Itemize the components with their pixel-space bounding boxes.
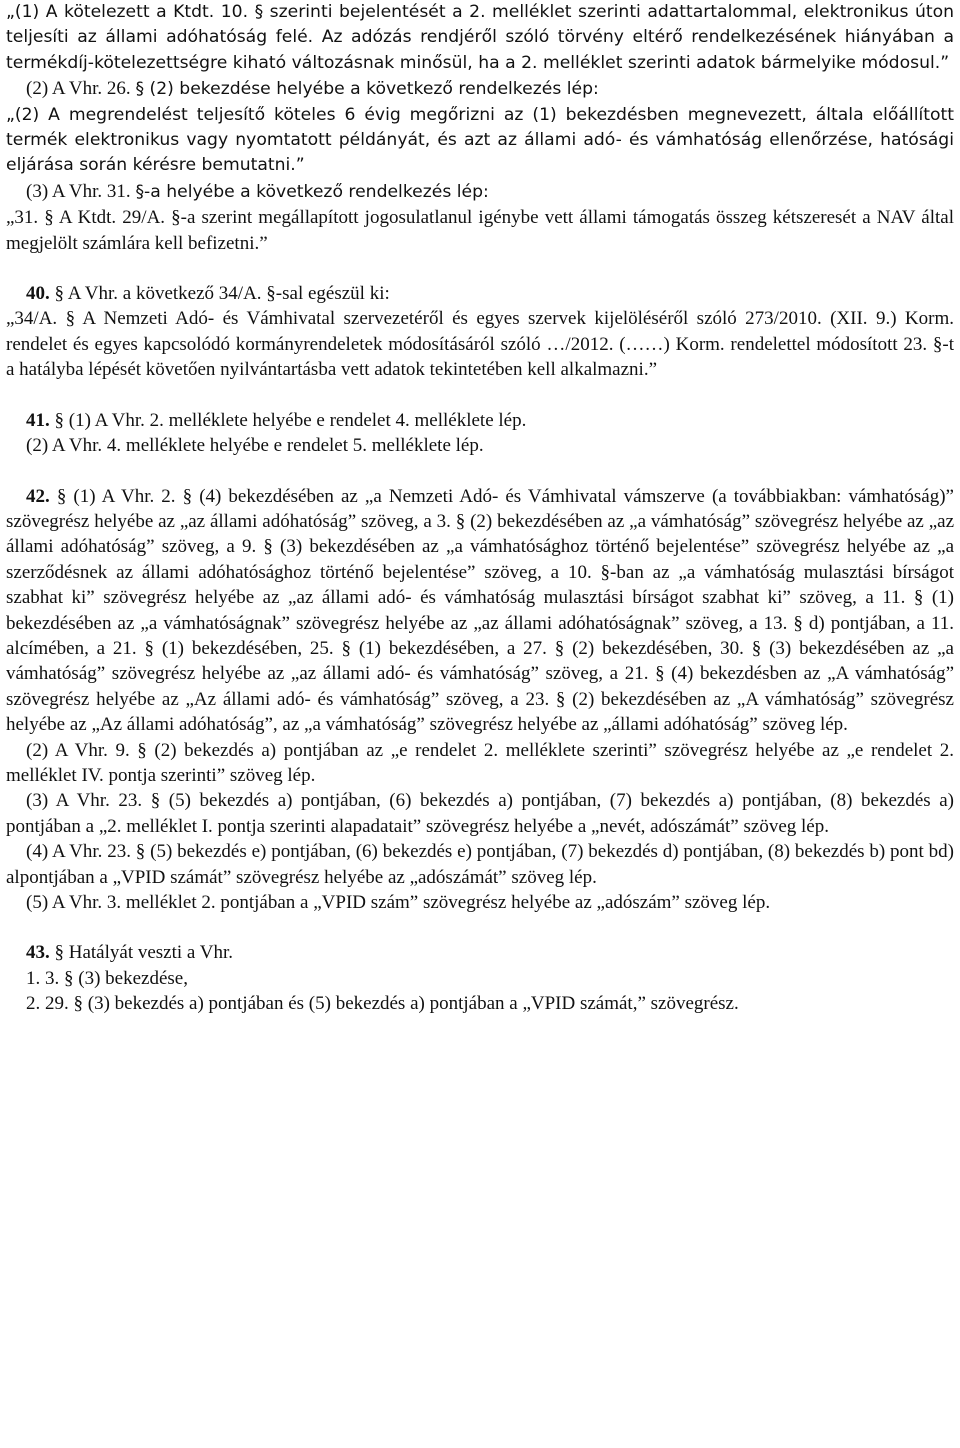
paragraph-4-rest: §-a helyébe a következő rendelkezés lép: (135, 181, 489, 202)
section-42-paragraph-4: (4) A Vhr. 23. § (5) bekezdés e) pontjában, (6) bekezdés e) pontjában, (7) bekezdés d) pontjában, (8) bekezdés b) pont bd) alpontjában a „VPID számát” szövegrész helyébe az „adószámát” szöveg lép. (6, 841, 954, 888)
section-42-paragraph-5: (5) A Vhr. 3. melléklet 2. pontjában a „VPID szám” szövegrész helyébe az „adószám” szöveg lép. (26, 892, 771, 913)
paragraph-2-lead: (2) A Vhr. 26. (26, 78, 136, 100)
section-42-number: 42. (26, 485, 50, 507)
spacer (6, 915, 954, 940)
section-42-paragraph-3: (3) A Vhr. 23. § (5) bekezdés a) pontjában, (6) bekezdés a) pontjában, (7) bekezdés a) pontjában, (8) bekezdés a) pontjában a „2. melléklet I. pontja szerinti alapadatait” szövegrész helyébe a „nevét, adószámát” szöveg lép. (6, 790, 954, 837)
section-42-text: § (1) A Vhr. 2. § (4) bekezdésében az „a Nemzeti Adó- és Vámhivatal vámszerve (a továbbiakban: vámhatóság)” szövegrész helyébe az „az állami adóhatóság” szöveg, a 3. § (2) bekezdésében az „a vámhatóság” szövegrész helyébe az „az állami adóhatóság” szöveg, a 9. § (3) bekezdésében az „a vámhatósághoz történő bejelentése” szövegrész helyébe az „a szerződésnek az állami adóhatósághoz történő bejelentése” szöveg, a 10. §-ban az „a vámhatóság mulasztási bírságot szabhat ki” szövegrész helyébe az „az állami adó- és vámhatóság mulasztási bírságot szabhat ki” szöveg, a 11. § (1) bekezdésében az „a vámhatóságnak” szövegrész helyébe az „az állami adóhatóságnak” szöveg, a 13. § d) pontjában, a 11. alcímében, a 21. § (1) bekezdésében, 25. § (1) bekezdésében, a 27. § (2) bekezdésében, 30. § (3) bekezdésében az „a vámhatóság” szövegrész helyébe az „az állami adó- és vámhatóság” szöveg, a 21. § (4) bekezdésben az „A vámhatóság” szövegrész helyébe az „Az állami adó- és vámhatóság” szöveg, a 23. § (2) bekezdésében az „A vámhatóság” szövegrész helyébe az „Az állami adóhatóság”, az „a vámhatóság” szövegrész helyébe az „állami adóhatóság” szöveg lép. (6, 485, 954, 736)
section-41-number: 41. (26, 409, 50, 431)
section-41-paragraph-2: (2) A Vhr. 4. melléklete helyébe e rendelet 5. melléklete lép. (26, 435, 484, 457)
spacer (6, 256, 954, 281)
section-43-item-1: 1. 3. § (3) bekezdése, (26, 967, 188, 989)
section-43 (6, 940, 954, 965)
paragraph-2 (6, 76, 954, 102)
section-40 (6, 281, 954, 306)
paragraph-1: „(1) A kötelezett a Ktdt. 10. § szerinti bejelentését a 2. melléklet szerinti adattartalommal, elektronikus úton teljesíti az állami adóhatóság felé. Az adózás rendjéről szóló törvény eltérő rendelkezésének hiányában a termékdíj-kötelezettségre kiható változásnak minősül, ha a 2. melléklet szerinti adatok bármelyike módosul.” (6, 2, 954, 73)
spacer (6, 383, 954, 408)
paragraph-2-rest: § (2) bekezdése helyébe a következő rendelkezés lép: (135, 79, 599, 100)
paragraph-5: „31. § A Ktdt. 29/A. §-a szerint megállapított jogosulatlanul igénybe vett állami támogatás összeg kétszeresét a NAV által megjelölt számlára kell befizetni.” (6, 207, 954, 254)
section-41 (6, 408, 954, 433)
section-40-text: § A Vhr. a következő 34/A. §-sal egészül ki: (49, 283, 390, 305)
section-41-text: § (1) A Vhr. 2. melléklete helyébe e rendelet 4. melléklete lép. (49, 409, 527, 431)
section-42-paragraph-2: (2) A Vhr. 9. § (2) bekezdés a) pontjában az „e rendelet 2. melléklete szerinti” szövegrész helyébe az „e rendelet 2. melléklet IV. pontja szerinti” szöveg lép. (6, 739, 954, 786)
section-43-number: 43. (26, 942, 50, 964)
section-42 (6, 484, 954, 738)
paragraph-4-lead: (3) A Vhr. 31. (26, 180, 136, 202)
spacer (6, 459, 954, 484)
paragraph-3: „(2) A megrendelést teljesítő köteles 6 évig megőrizni az (1) bekezdésben megnevezett, általa előállított termék elektronikus vagy nyomtatott példányát, és azt az állami adó- és vámhatóság ellenőrzése, hatósági eljárása során kérésre bemutatni.” (6, 104, 954, 176)
section-43-text: § Hatályát veszti a Vhr. (49, 942, 234, 964)
paragraph-6: „34/A. § A Nemzeti Adó- és Vámhivatal szervezetéről és egyes szervek kijelöléséről szóló 273/2010. (XII. 9.) Korm. rendelet és egyes kapcsolódó kormányrendeletek módosításáról szóló …/2012. (……) Korm. rendelettel módosított 23. §-t a hatályba lépését követően nyilvántartásba vett adatok tekintetében kell alkalmazni.” (6, 308, 954, 381)
paragraph-4 (6, 179, 954, 205)
section-43-item-2: 2. 29. § (3) bekezdés a) pontjában és (5) bekezdés a) pontjában a „VPID számát,” szövegrész. (26, 993, 739, 1015)
section-40-number: 40. (26, 283, 50, 305)
